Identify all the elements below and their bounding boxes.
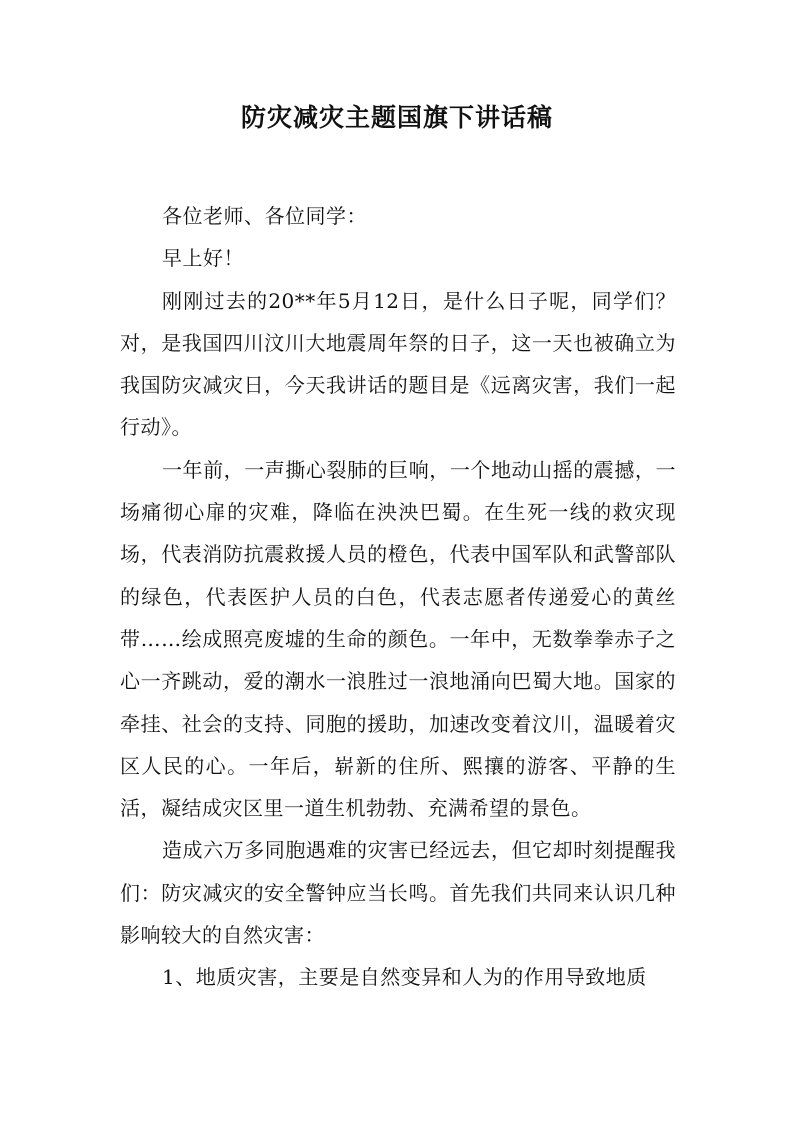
greeting-paragraph: 早上好！ — [162, 246, 244, 271]
document-title: 防灾减灾主题国旗下讲话稿 — [240, 103, 553, 132]
body-paragraph: 造成六万多同胞遇难的灾害已经远去，但它却时刻提醒我们：防灾减灾的安全警钟应当长鸣。首先我们共同来认识几种影响较大的自然灾害： — [120, 838, 676, 948]
body-paragraph: 刚刚过去的20**年5月12日，是什么日子呢，同学们？对，是我国四川汶川大地震周年祭的日子，这一天也被确立为我国防灾减灾日，今天我讲话的题目是《远离灾害，我们一起行动》。 — [120, 288, 676, 440]
salutation-paragraph: 各位老师、各位同学： — [162, 204, 367, 228]
list-item-paragraph: 1、地质灾害，主要是自然变异和人为的作用导致地质 — [162, 965, 647, 990]
body-paragraph: 一年前，一声撕心裂肺的巨响，一个地动山摇的震撼，一场痛彻心扉的灾难，降临在泱泱巴蜀。在生死一线的救灾现场，代表消防抗震救援人员的橙色，代表中国军队和武警部队的绿色，代表医护人员的白色，代表志愿者传递爱心的黄丝带……绘成照亮废墟的生命的颜色。一年中，无数拳拳赤子之心一齐跳动，爱的潮水一浪胜过一浪地涌向巴蜀大地。国家的牵挂、社会的支持、同胞的援助，加速改变着汶川，温暖着灾区人民的心。一年后，崭新的住所、熙攘的游客、平静的生活，凝结成灾区里一道生机勃勃、充满希望的景色。 — [120, 457, 676, 821]
document-body — [120, 195, 676, 999]
